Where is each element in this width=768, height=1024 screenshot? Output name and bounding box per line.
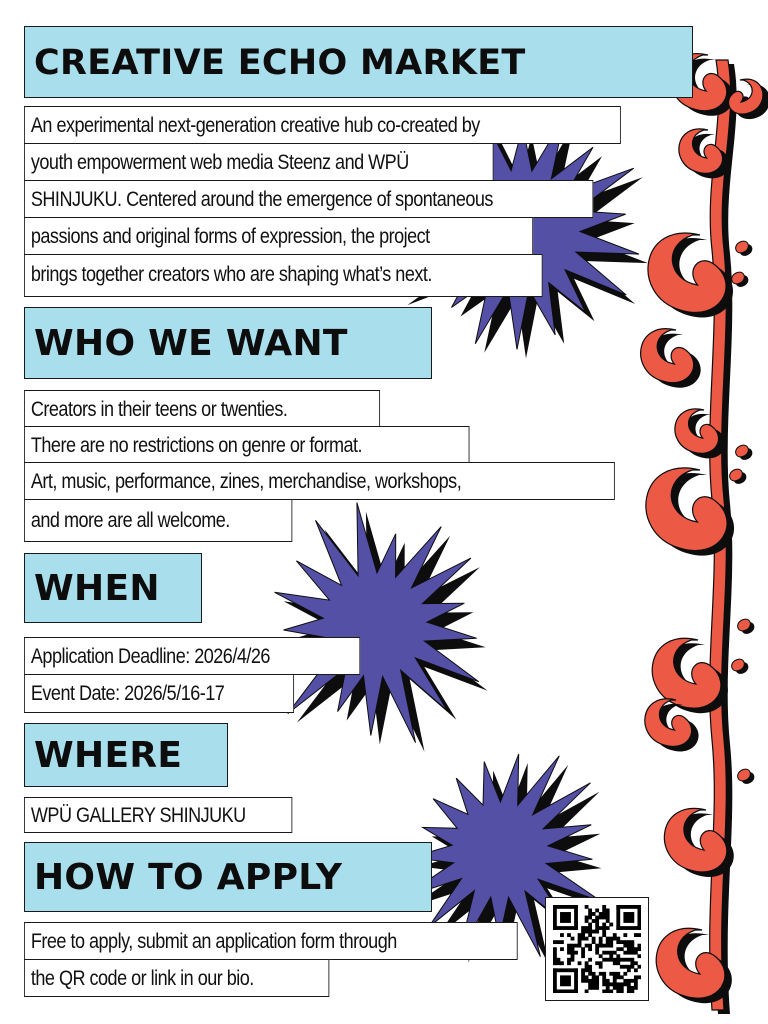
qr-module	[620, 947, 624, 951]
qr-module	[599, 972, 603, 976]
qr-module	[585, 979, 589, 983]
qr-module	[588, 968, 592, 972]
qr-module	[602, 926, 606, 930]
qr-module	[574, 951, 578, 955]
qr-module	[606, 989, 610, 993]
qr-finder	[553, 968, 557, 993]
qr-module	[581, 968, 585, 972]
qr-module	[609, 972, 613, 976]
qr-module	[609, 989, 613, 993]
qr-finder	[560, 975, 571, 986]
qr-module	[585, 968, 589, 972]
qr-module	[588, 947, 592, 951]
qr-module	[623, 982, 627, 986]
qr-module	[609, 937, 613, 941]
qr-module	[602, 972, 606, 976]
qr-module	[606, 912, 610, 916]
qr-module	[602, 916, 606, 920]
qr-module	[588, 986, 592, 990]
qr-module	[592, 919, 596, 923]
qr-module	[602, 923, 606, 927]
qr-module	[606, 958, 610, 962]
qr-module	[613, 937, 617, 941]
qr-module	[595, 975, 599, 979]
qr-module	[602, 912, 606, 916]
qr-module	[616, 986, 620, 990]
who-heading: WHO WE WANT	[24, 307, 432, 379]
qr-module	[571, 958, 575, 962]
qr-module	[606, 951, 610, 955]
qr-module	[637, 933, 641, 937]
where-venue: WPÜ GALLERY SHINJUKU	[24, 797, 292, 833]
qr-module	[616, 958, 620, 962]
qr-module	[595, 979, 599, 983]
qr-module	[599, 944, 603, 948]
qr-module	[602, 989, 606, 993]
qr-module	[623, 958, 627, 962]
qr-module	[581, 937, 585, 941]
qr-module	[567, 944, 571, 948]
qr-module	[637, 944, 641, 948]
who-line: and more are all welcome.	[24, 499, 292, 542]
qr-finder	[623, 912, 634, 923]
qr-module	[588, 965, 592, 969]
qr-module	[567, 947, 571, 951]
qr-finder	[616, 905, 620, 930]
qr-module	[567, 958, 571, 962]
qr-module	[585, 905, 589, 909]
qr-module	[616, 937, 620, 941]
qr-module	[613, 975, 617, 979]
qr-module	[581, 954, 585, 958]
qr-module	[623, 965, 627, 969]
qr-module	[585, 919, 589, 923]
scroll-flourish-icon	[641, 54, 768, 1014]
apply-line: Free to apply, submit an application form through	[24, 922, 518, 960]
qr-module	[557, 940, 561, 944]
qr-module	[616, 982, 620, 986]
qr-module	[609, 944, 613, 948]
qr-module	[609, 951, 613, 955]
qr-module	[595, 947, 599, 951]
qr-module	[613, 961, 617, 965]
qr-module	[557, 958, 561, 962]
qr-module	[567, 951, 571, 955]
qr-module	[557, 961, 561, 965]
qr-code-pattern	[553, 905, 641, 993]
qr-module	[588, 958, 592, 962]
qr-module	[599, 961, 603, 965]
qr-module	[613, 972, 617, 976]
qr-module	[602, 933, 606, 937]
qr-module	[606, 940, 610, 944]
qr-module	[602, 958, 606, 962]
qr-module	[630, 961, 634, 965]
qr-module	[588, 926, 592, 930]
qr-module	[585, 961, 589, 965]
qr-module	[595, 923, 599, 927]
qr-module	[606, 926, 610, 930]
qr-module	[602, 975, 606, 979]
apply-heading: HOW TO APPLY	[24, 842, 432, 912]
qr-module	[592, 979, 596, 983]
qr-module	[567, 933, 571, 937]
qr-module	[599, 965, 603, 969]
qr-module	[560, 940, 564, 944]
qr-module	[616, 947, 620, 951]
qr-module	[585, 930, 589, 934]
intro-line: An experimental next-generation creative hub co-created by	[24, 106, 621, 144]
qr-module	[574, 944, 578, 948]
qr-module	[623, 979, 627, 983]
qr-module	[620, 989, 624, 993]
qr-module	[578, 937, 582, 941]
qr-module	[627, 947, 631, 951]
qr-module	[581, 930, 585, 934]
qr-module	[623, 933, 627, 937]
qr-finder	[553, 905, 557, 930]
qr-module	[571, 937, 575, 941]
qr-module	[553, 940, 557, 944]
qr-module	[595, 930, 599, 934]
qr-module	[602, 944, 606, 948]
apply-line: the QR code or link in our bio.	[24, 959, 329, 997]
qr-module	[560, 961, 564, 965]
qr-module	[599, 940, 603, 944]
qr-module	[616, 975, 620, 979]
qr-module	[627, 979, 631, 983]
qr-module	[620, 986, 624, 990]
qr-module	[602, 905, 606, 909]
qr-module	[588, 972, 592, 976]
qr-module	[578, 933, 582, 937]
qr-module	[560, 947, 564, 951]
qr-module	[623, 940, 627, 944]
qr-module	[571, 944, 575, 948]
qr-module	[627, 940, 631, 944]
qr-module	[592, 986, 596, 990]
qr-module	[634, 961, 638, 965]
qr-module	[630, 979, 634, 983]
qr-module	[599, 937, 603, 941]
intro-line: youth empowerment web media Steenz and WPÜ	[24, 143, 494, 181]
qr-module	[630, 944, 634, 948]
qr-module	[627, 944, 631, 948]
qr-module	[620, 982, 624, 986]
qr-module	[616, 961, 620, 965]
qr-module	[595, 982, 599, 986]
qr-module	[637, 975, 641, 979]
qr-module	[634, 933, 638, 937]
qr-module	[581, 975, 585, 979]
qr-module	[627, 986, 631, 990]
qr-module	[585, 989, 589, 993]
qr-module	[609, 982, 613, 986]
qr-module	[581, 951, 585, 955]
qr-module	[588, 923, 592, 927]
qr-module	[553, 958, 557, 962]
qr-module	[581, 947, 585, 951]
qr-module	[578, 940, 582, 944]
qr-module	[571, 954, 575, 958]
qr-module	[637, 965, 641, 969]
qr-module	[606, 944, 610, 948]
qr-module	[592, 937, 596, 941]
qr-module	[613, 951, 617, 955]
qr-module	[571, 947, 575, 951]
qr-module	[616, 940, 620, 944]
qr-module	[585, 944, 589, 948]
qr-module	[588, 909, 592, 913]
qr-module	[588, 912, 592, 916]
intro-line: passions and original forms of expression, the project	[24, 217, 533, 255]
qr-module	[627, 951, 631, 955]
qr-module	[627, 958, 631, 962]
qr-module	[595, 961, 599, 965]
qr-module	[634, 951, 638, 955]
qr-module	[553, 947, 557, 951]
qr-module	[634, 975, 638, 979]
qr-module	[592, 940, 596, 944]
qr-module	[553, 954, 557, 958]
qr-module	[585, 937, 589, 941]
qr-module	[627, 982, 631, 986]
qr-module	[599, 912, 603, 916]
qr-module	[606, 982, 610, 986]
qr-module	[630, 951, 634, 955]
qr-module	[588, 982, 592, 986]
qr-module	[613, 958, 617, 962]
qr-module	[609, 940, 613, 944]
qr-module	[592, 930, 596, 934]
qr-module	[630, 958, 634, 962]
qr-module	[553, 951, 557, 955]
qr-module	[634, 982, 638, 986]
qr-module	[620, 965, 624, 969]
when-heading: WHEN	[24, 553, 202, 623]
qr-module	[585, 916, 589, 920]
qr-module	[599, 954, 603, 958]
qr-module	[634, 947, 638, 951]
qr-module	[581, 979, 585, 983]
qr-module	[630, 947, 634, 951]
page-title: CREATIVE ECHO MARKET	[24, 26, 693, 98]
qr-module	[588, 933, 592, 937]
intro-line: SHINJUKU. Centered around the emergence of spontaneous	[24, 180, 593, 218]
qr-module	[581, 926, 585, 930]
where-heading: WHERE	[24, 723, 228, 787]
qr-module	[585, 926, 589, 930]
qr-module	[560, 933, 564, 937]
qr-module	[620, 940, 624, 944]
qr-module	[634, 968, 638, 972]
when-event-date: Event Date: 2026/5/16-17	[24, 674, 294, 713]
qr-module	[620, 958, 624, 962]
qr-module	[588, 979, 592, 983]
qr-module	[606, 919, 610, 923]
qr-module	[606, 909, 610, 913]
qr-module	[613, 982, 617, 986]
qr-module	[613, 933, 617, 937]
who-line: Art, music, performance, zines, merchandise, workshops,	[24, 462, 615, 500]
who-line: Creators in their teens or twenties.	[24, 390, 380, 427]
qr-module	[595, 944, 599, 948]
qr-module	[585, 965, 589, 969]
qr-module	[627, 968, 631, 972]
qr-finder	[637, 905, 641, 930]
qr-module	[571, 951, 575, 955]
qr-module	[616, 989, 620, 993]
qr-module	[595, 951, 599, 955]
qr-module	[609, 958, 613, 962]
qr-module	[588, 944, 592, 948]
qr-module	[606, 916, 610, 920]
qr-module	[602, 909, 606, 913]
qr-module	[630, 989, 634, 993]
qr-module	[592, 972, 596, 976]
qr-module	[602, 979, 606, 983]
qr-module	[595, 986, 599, 990]
qr-module	[606, 979, 610, 983]
qr-module	[616, 954, 620, 958]
qr-module	[634, 986, 638, 990]
qr-module	[623, 951, 627, 955]
qr-module	[620, 975, 624, 979]
qr-module	[606, 937, 610, 941]
qr-module	[602, 930, 606, 934]
qr-module	[595, 916, 599, 920]
qr-module	[630, 965, 634, 969]
qr-module	[616, 972, 620, 976]
qr-module	[609, 923, 613, 927]
qr-module	[581, 972, 585, 976]
qr-module	[627, 965, 631, 969]
qr-module	[595, 919, 599, 923]
qr-code-icon[interactable]	[545, 897, 649, 1001]
qr-module	[599, 926, 603, 930]
qr-module	[634, 979, 638, 983]
qr-module	[592, 982, 596, 986]
qr-module	[637, 954, 641, 958]
who-line: There are no restrictions on genre or format.	[24, 426, 469, 463]
qr-finder	[560, 912, 571, 923]
when-deadline: Application Deadline: 2026/4/26	[24, 637, 360, 675]
qr-module	[588, 930, 592, 934]
qr-module	[602, 982, 606, 986]
qr-module	[630, 940, 634, 944]
qr-module	[609, 954, 613, 958]
qr-module	[602, 951, 606, 955]
qr-module	[613, 986, 617, 990]
intro-line: brings together creators who are shaping what’s next.	[24, 254, 543, 297]
qr-module	[623, 972, 627, 976]
qr-module	[595, 926, 599, 930]
qr-module	[588, 916, 592, 920]
qr-module	[592, 912, 596, 916]
qr-finder	[574, 968, 578, 993]
qr-module	[606, 986, 610, 990]
qr-module	[567, 961, 571, 965]
qr-module	[585, 975, 589, 979]
qr-module	[623, 944, 627, 948]
qr-module	[578, 944, 582, 948]
qr-module	[599, 916, 603, 920]
qr-module	[581, 933, 585, 937]
qr-module	[630, 986, 634, 990]
qr-finder	[574, 905, 578, 930]
qr-module	[592, 975, 596, 979]
qr-module	[637, 947, 641, 951]
qr-module	[613, 979, 617, 983]
qr-module	[627, 989, 631, 993]
qr-module	[553, 961, 557, 965]
qr-module	[578, 961, 582, 965]
qr-module	[595, 909, 599, 913]
